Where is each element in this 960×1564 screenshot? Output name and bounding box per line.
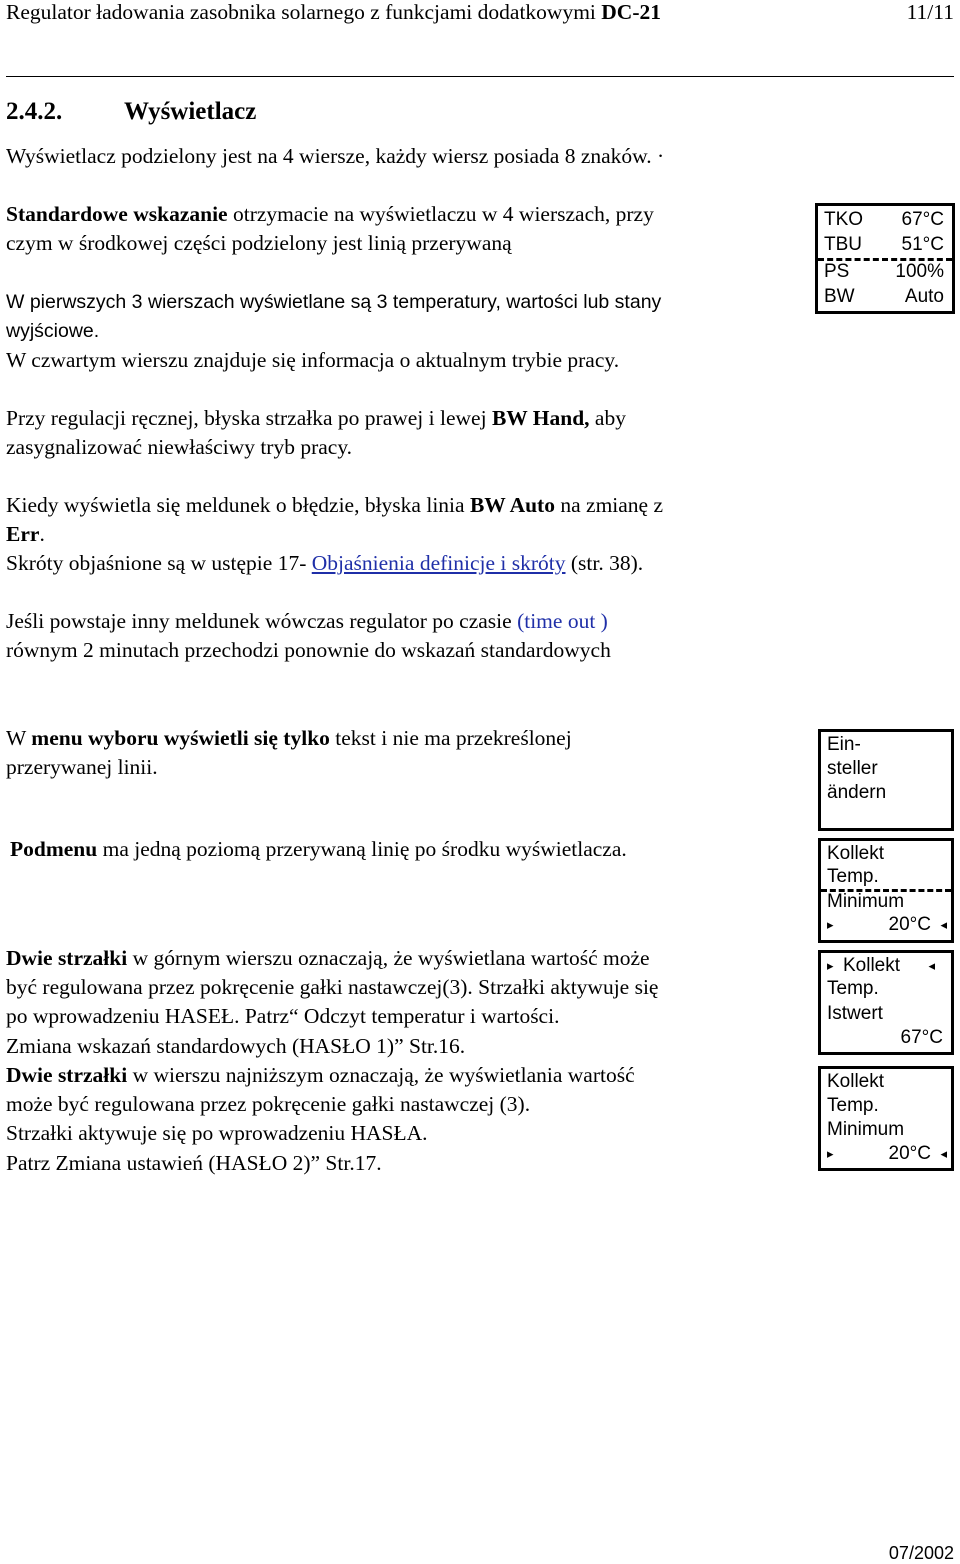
right-arrow-icon: ◂ xyxy=(940,917,947,932)
section-number: 2.4.2. xyxy=(6,98,63,125)
paragraph-10-line-1: Dwie strzałki w górnym wierszu oznaczają, że wyświetlana wartość może xyxy=(6,946,650,970)
lcd-selection-menu: Ein- steller ändern xyxy=(818,729,954,831)
paragraph-2-line-1: Standardowe wskazanie otrzymacie na wyświetlaczu w 4 wierszach, przy xyxy=(6,202,654,226)
paragraph-4-line-1: Przy regulacji ręcznej, błyska strzałka po prawej i lewej BW Hand, aby xyxy=(6,406,626,430)
lcd-standard-display: TKO 67°C TBU 51°C PS 100% BW Auto xyxy=(815,203,955,314)
paragraph-9: Podmenu ma jedną poziomą przerywaną linię po środku wyświetlacza. xyxy=(10,837,627,861)
lcd-top-arrows: ▸ Kollekt ◂ Temp. Istwert 67°C xyxy=(818,950,954,1055)
section-title: Wyświetlacz xyxy=(124,98,257,125)
paragraph-10-line-4: Zmiana wskazań standardowych (HASŁO 1)” Str.16. xyxy=(6,1034,466,1058)
paragraph-5-line-2: Err. xyxy=(6,522,45,546)
left-arrow-icon: ▸ xyxy=(827,917,834,932)
paragraph-8-line-1: W menu wyboru wyświetli się tylko tekst i nie ma przekreślonej xyxy=(6,726,572,750)
model-name: DC-21 xyxy=(601,0,661,24)
paragraph-3-line-2: wyjściowe. xyxy=(6,320,100,342)
paragraph-11-line-3: Strzałki aktywuje się po wprowadzeniu HASŁA. xyxy=(6,1121,428,1145)
paragraph-10-line-3: po wprowadzeniu HASEŁ. Patrz“ Odczyt temperatur i wartości. xyxy=(6,1004,560,1028)
paragraph-8-line-2: przerywanej linii. xyxy=(6,755,158,779)
paragraph-6: Skróty objaśnione są w ustępie 17- Objaśnienia definicje i skróty (str. 38). xyxy=(6,551,644,575)
paragraph-4-line-2: zasygnalizować niewłaściwy tryb pracy. xyxy=(6,435,353,459)
paragraph-5-line-1: Kiedy wyświetla się meldunek o błędzie, błyska linia BW Auto na zmianę z xyxy=(6,493,664,517)
paragraph-3-line-3: W czwartym wierszu znajduje się informacja o aktualnym trybie pracy. xyxy=(6,348,620,372)
paragraph-1: Wyświetlacz podzielony jest na 4 wiersze, każdy wiersz posiada 8 znaków. · xyxy=(6,144,665,168)
paragraph-7-line-1: Jeśli powstaje inny meldunek wówczas regulator po czasie (time out ) xyxy=(6,609,608,633)
paragraph-2-line-2: czym w środkowej części podzielony jest linią przerywaną xyxy=(6,231,512,255)
paragraph-11-line-2: może być regulowana przez pokręcenie gałki nastawczej (3). xyxy=(6,1092,531,1116)
section-heading xyxy=(6,97,257,127)
header-rule xyxy=(6,76,954,77)
page-number: 11/11 xyxy=(906,0,954,24)
footer-date: 07/2002 xyxy=(888,1543,954,1563)
left-arrow-icon: ▸ xyxy=(827,1146,834,1161)
right-arrow-icon: ◂ xyxy=(928,958,935,973)
cross-reference-link[interactable]: Objaśnienia definicje i skróty xyxy=(311,551,566,575)
document-header-title: Regulator ładowania zasobnika solarnego z funkcjami dodatkowymi DC-21 xyxy=(6,0,661,24)
lcd-submenu: Kollekt Temp. Minimum ▸ 20°C ◂ xyxy=(818,838,954,943)
lcd-bottom-arrows: Kollekt Temp. Minimum ▸ 20°C ◂ xyxy=(818,1066,954,1171)
paragraph-11-line-4: Patrz Zmiana ustawień (HASŁO 2)” Str.17. xyxy=(6,1151,382,1175)
right-arrow-icon: ◂ xyxy=(940,1146,947,1161)
paragraph-10-line-2: być regulowana przez pokręcenie gałki nastawczej(3). Strzałki aktywuje się xyxy=(6,975,659,999)
paragraph-3-line-1: W pierwszych 3 wierszach wyświetlane są 3 temperatury, wartości lub stany xyxy=(6,291,662,313)
time-out-note: (time out ) xyxy=(517,609,608,633)
paragraph-11-line-1: Dwie strzałki w wierszu najniższym oznaczają, że wyświetlania wartość xyxy=(6,1063,635,1087)
left-arrow-icon: ▸ xyxy=(827,958,834,973)
paragraph-7-line-2: równym 2 minutach przechodzi ponownie do wskazań standardowych xyxy=(6,638,611,662)
